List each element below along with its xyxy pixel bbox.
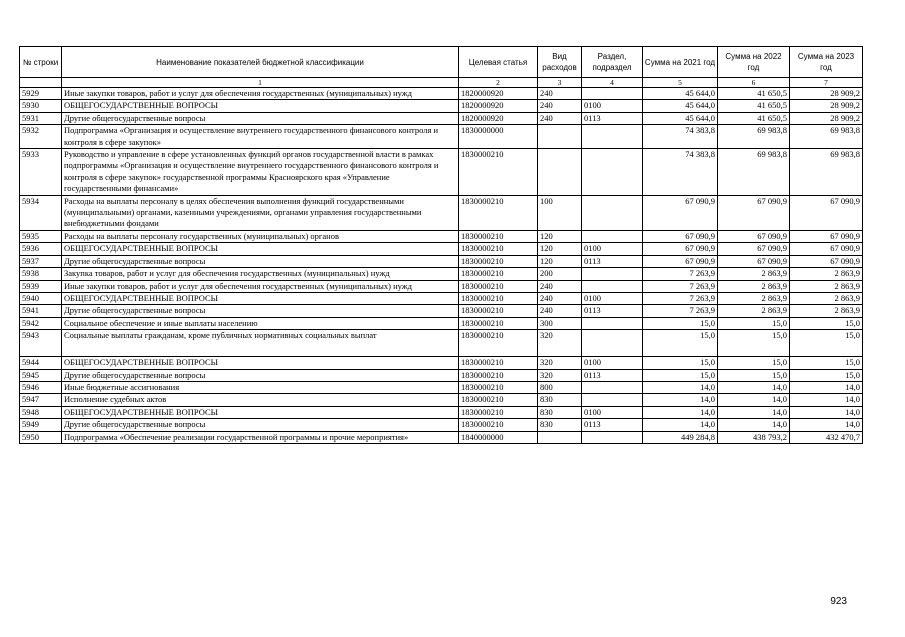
sum-2022-cell: 15,0 [718,317,790,329]
sum-2023-cell: 67 090,9 [790,195,863,230]
header-target-item: Целевая статья [459,47,538,78]
sum-2022-cell: 69 983,8 [718,149,790,196]
sum-2021-cell: 14,0 [643,381,718,393]
expense-type-cell: 240 [538,280,582,292]
sum-2021-cell: 7 263,9 [643,268,718,280]
column-index: 1 [62,78,459,88]
table-row [20,268,863,280]
sum-2022-cell: 67 090,9 [718,255,790,267]
sum-2022-cell: 2 863,9 [718,268,790,280]
table-row [20,357,863,369]
expense-type-cell [538,149,582,196]
sum-2021-cell: 7 263,9 [643,280,718,292]
section-cell: 0100 [582,243,643,255]
row-number-cell: 5929 [20,88,62,100]
sum-2023-cell: 15,0 [790,369,863,381]
sum-2022-cell: 67 090,9 [718,195,790,230]
target-item-cell: 1830000210 [459,243,538,255]
sum-2023-cell: 69 983,8 [790,125,863,149]
target-item-cell: 1830000210 [459,381,538,393]
row-number-cell: 5936 [20,243,62,255]
row-number-cell: 5938 [20,268,62,280]
indicator-name-cell: Подпрограмма «Обеспечение реализации государственной программы и прочие мероприятия» [62,431,459,443]
sum-2023-cell: 67 090,9 [790,243,863,255]
sum-2021-cell: 7 263,9 [643,305,718,317]
table-row [20,431,863,443]
sum-2021-cell: 15,0 [643,357,718,369]
indicator-name-cell: Другие общегосударственные вопросы [62,112,459,124]
target-item-cell: 1830000210 [459,394,538,406]
table-body [20,88,863,444]
sum-2022-cell: 67 090,9 [718,243,790,255]
expense-type-cell: 240 [538,292,582,304]
page-number: 923 [830,596,847,607]
table-row [20,149,863,196]
indicator-name-cell: Исполнение судебных актов [62,394,459,406]
row-number-cell: 5950 [20,431,62,443]
indicator-name-cell: Социальные выплаты гражданам, кроме публичных нормативных социальных выплат [62,330,459,357]
expense-type-cell: 240 [538,112,582,124]
sum-2021-cell: 67 090,9 [643,195,718,230]
section-cell: 0113 [582,255,643,267]
section-cell: 0113 [582,419,643,431]
indicator-name-cell: Расходы на выплаты персоналу государственных (муниципальных) органов [62,230,459,242]
table-row [20,381,863,393]
sum-2022-cell: 15,0 [718,369,790,381]
expense-type-cell: 120 [538,230,582,242]
sum-2023-cell: 2 863,9 [790,305,863,317]
header-sum-2021: Сумма на 2021 год [643,47,718,78]
indicator-name-cell: Расходы на выплаты персоналу в целях обеспечения выполнения функций государственными (муниципальными) органами, казенными учреждениями, органами управления государственными внебюджетными фондами [62,195,459,230]
sum-2022-cell: 14,0 [718,406,790,418]
expense-type-cell: 830 [538,394,582,406]
sum-2021-cell: 45 644,0 [643,112,718,124]
target-item-cell: 1830000210 [459,292,538,304]
sum-2023-cell: 28 909,2 [790,100,863,112]
table-row [20,406,863,418]
target-item-cell: 1830000210 [459,357,538,369]
row-number-cell: 5949 [20,419,62,431]
row-number-cell: 5932 [20,125,62,149]
table-row [20,88,863,100]
expense-type-cell: 240 [538,305,582,317]
row-number-cell: 5933 [20,149,62,196]
sum-2022-cell: 2 863,9 [718,280,790,292]
table-row [20,100,863,112]
row-number-cell: 5946 [20,381,62,393]
sum-2021-cell: 15,0 [643,330,718,357]
expense-type-cell: 120 [538,243,582,255]
sum-2023-cell: 67 090,9 [790,255,863,267]
target-item-cell: 1820000920 [459,100,538,112]
section-cell: 0113 [582,112,643,124]
sum-2021-cell: 15,0 [643,369,718,381]
expense-type-cell: 830 [538,406,582,418]
target-item-cell: 1830000210 [459,419,538,431]
target-item-cell: 1830000210 [459,317,538,329]
sum-2021-cell: 14,0 [643,419,718,431]
indicator-name-cell: Иные закупки товаров, работ и услуг для обеспечения государственных (муниципальных) нужд [62,88,459,100]
sum-2022-cell: 67 090,9 [718,230,790,242]
sum-2022-cell: 15,0 [718,357,790,369]
sum-2023-cell: 2 863,9 [790,292,863,304]
section-cell [582,431,643,443]
indicator-name-cell: Руководство и управление в сфере установленных функций органов государственной власти в рамках подпрограммы «Организация и осуществление внутреннего государственного финансового контроля и контроля в сфере закупок» государственной программы Красноярского края «Управление государственными финансами» [62,149,459,196]
column-index [20,78,62,88]
sum-2023-cell: 15,0 [790,317,863,329]
section-cell: 0113 [582,369,643,381]
row-number-cell: 5947 [20,394,62,406]
sum-2021-cell: 449 284,8 [643,431,718,443]
indicator-name-cell: Другие общегосударственные вопросы [62,305,459,317]
table-row [20,394,863,406]
target-item-cell: 1830000210 [459,195,538,230]
expense-type-cell: 800 [538,381,582,393]
section-cell [582,381,643,393]
row-number-cell: 5941 [20,305,62,317]
sum-2022-cell: 41 650,5 [718,88,790,100]
sum-2021-cell: 67 090,9 [643,243,718,255]
sum-2021-cell: 67 090,9 [643,255,718,267]
expense-type-cell: 120 [538,255,582,267]
target-item-cell: 1830000210 [459,305,538,317]
sum-2023-cell: 28 909,2 [790,112,863,124]
target-item-cell: 1830000210 [459,268,538,280]
table-row [20,243,863,255]
row-number-cell: 5944 [20,357,62,369]
expense-type-cell: 320 [538,330,582,357]
sum-2021-cell: 15,0 [643,317,718,329]
table-row [20,255,863,267]
expense-type-cell: 200 [538,268,582,280]
sum-2023-cell: 15,0 [790,357,863,369]
sum-2022-cell: 14,0 [718,419,790,431]
section-cell: 0100 [582,357,643,369]
target-item-cell: 1830000210 [459,280,538,292]
indicator-name-cell: Подпрограмма «Организация и осуществление внутреннего государственного финансового контроля и контроля в сфере закупок» [62,125,459,149]
expense-type-cell: 320 [538,357,582,369]
table-row [20,280,863,292]
table-row [20,112,863,124]
row-number-cell: 5934 [20,195,62,230]
section-cell [582,317,643,329]
sum-2023-cell: 67 090,9 [790,230,863,242]
sum-2022-cell: 41 650,5 [718,112,790,124]
sum-2021-cell: 14,0 [643,406,718,418]
indicator-name-cell: ОБЩЕГОСУДАРСТВЕННЫЕ ВОПРОСЫ [62,100,459,112]
sum-2021-cell: 67 090,9 [643,230,718,242]
sum-2021-cell: 45 644,0 [643,100,718,112]
expense-type-cell: 300 [538,317,582,329]
sum-2023-cell: 432 470,7 [790,431,863,443]
row-number-cell: 5939 [20,280,62,292]
target-item-cell: 1830000210 [459,406,538,418]
header-sum-2023: Сумма на 2023 год [790,47,863,78]
row-number-cell: 5942 [20,317,62,329]
row-number-cell: 5935 [20,230,62,242]
table-row [20,317,863,329]
section-cell: 0113 [582,305,643,317]
sum-2022-cell: 69 983,8 [718,125,790,149]
sum-2022-cell: 14,0 [718,381,790,393]
indicator-name-cell: Другие общегосударственные вопросы [62,369,459,381]
sum-2021-cell: 74 383,8 [643,125,718,149]
target-item-cell: 1830000210 [459,230,538,242]
sum-2022-cell: 2 863,9 [718,305,790,317]
target-item-cell: 1830000000 [459,125,538,149]
sum-2023-cell: 2 863,9 [790,280,863,292]
header-expense-type: Вид расходов [538,47,582,78]
expense-type-cell: 240 [538,100,582,112]
expense-type-cell: 320 [538,369,582,381]
table-row [20,369,863,381]
sum-2021-cell: 45 644,0 [643,88,718,100]
sum-2023-cell: 14,0 [790,419,863,431]
indicator-name-cell: Иные закупки товаров, работ и услуг для обеспечения государственных (муниципальных) нужд [62,280,459,292]
target-item-cell: 1830000210 [459,369,538,381]
header-section: Раздел, подраздел [582,47,643,78]
indicator-name-cell: Социальное обеспечение и иные выплаты населению [62,317,459,329]
indicator-name-cell: ОБЩЕГОСУДАРСТВЕННЫЕ ВОПРОСЫ [62,292,459,304]
header-indicator-name: Наименование показателей бюджетной классификации [62,47,459,78]
table-row [20,330,863,357]
budget-table [19,46,863,444]
sum-2023-cell: 28 909,2 [790,88,863,100]
section-cell [582,149,643,196]
header-sum-2022: Сумма на 2022 год [718,47,790,78]
indicator-name-cell: ОБЩЕГОСУДАРСТВЕННЫЕ ВОПРОСЫ [62,357,459,369]
table-row [20,195,863,230]
table-row [20,125,863,149]
section-cell [582,330,643,357]
sum-2023-cell: 15,0 [790,330,863,357]
section-cell [582,268,643,280]
expense-type-cell [538,431,582,443]
indicator-name-cell: ОБЩЕГОСУДАРСТВЕННЫЕ ВОПРОСЫ [62,243,459,255]
row-number-cell: 5945 [20,369,62,381]
sum-2023-cell: 14,0 [790,394,863,406]
table-row [20,419,863,431]
expense-type-cell: 240 [538,88,582,100]
sum-2022-cell: 2 863,9 [718,292,790,304]
table-header [20,47,863,88]
section-cell: 0100 [582,292,643,304]
sum-2022-cell: 15,0 [718,330,790,357]
expense-type-cell: 830 [538,419,582,431]
section-cell: 0100 [582,100,643,112]
row-number-cell: 5940 [20,292,62,304]
section-cell [582,88,643,100]
sum-2023-cell: 2 863,9 [790,268,863,280]
indicator-name-cell: Другие общегосударственные вопросы [62,255,459,267]
column-index: 2 [459,78,538,88]
section-cell [582,195,643,230]
expense-type-cell: 100 [538,195,582,230]
section-cell [582,230,643,242]
row-number-cell: 5930 [20,100,62,112]
section-cell [582,280,643,292]
indicator-name-cell: Иные бюджетные ассигнования [62,381,459,393]
table-row [20,230,863,242]
table-row [20,292,863,304]
section-cell [582,394,643,406]
target-item-cell: 1830000210 [459,330,538,357]
indicator-name-cell: Другие общегосударственные вопросы [62,419,459,431]
sum-2023-cell: 14,0 [790,406,863,418]
sum-2023-cell: 14,0 [790,381,863,393]
sum-2023-cell: 69 983,8 [790,149,863,196]
sum-2021-cell: 74 383,8 [643,149,718,196]
row-number-cell: 5943 [20,330,62,357]
expense-type-cell [538,125,582,149]
column-index: 3 [538,78,582,88]
sum-2022-cell: 438 793,2 [718,431,790,443]
table-row [20,305,863,317]
indicator-name-cell: Закупка товаров, работ и услуг для обеспечения государственных (муниципальных) нужд [62,268,459,280]
column-index: 4 [582,78,643,88]
sum-2021-cell: 7 263,9 [643,292,718,304]
row-number-cell: 5931 [20,112,62,124]
indicator-name-cell: ОБЩЕГОСУДАРСТВЕННЫЕ ВОПРОСЫ [62,406,459,418]
sum-2021-cell: 14,0 [643,394,718,406]
section-cell: 0100 [582,406,643,418]
target-item-cell: 1830000210 [459,149,538,196]
row-number-cell: 5948 [20,406,62,418]
section-cell [582,125,643,149]
column-index: 7 [790,78,863,88]
target-item-cell: 1820000920 [459,112,538,124]
target-item-cell: 1820000920 [459,88,538,100]
target-item-cell: 1830000210 [459,255,538,267]
header-row-number: № строки [20,47,62,78]
target-item-cell: 1840000000 [459,431,538,443]
sum-2022-cell: 41 650,5 [718,100,790,112]
sum-2022-cell: 14,0 [718,394,790,406]
column-index: 6 [718,78,790,88]
row-number-cell: 5937 [20,255,62,267]
column-index: 5 [643,78,718,88]
